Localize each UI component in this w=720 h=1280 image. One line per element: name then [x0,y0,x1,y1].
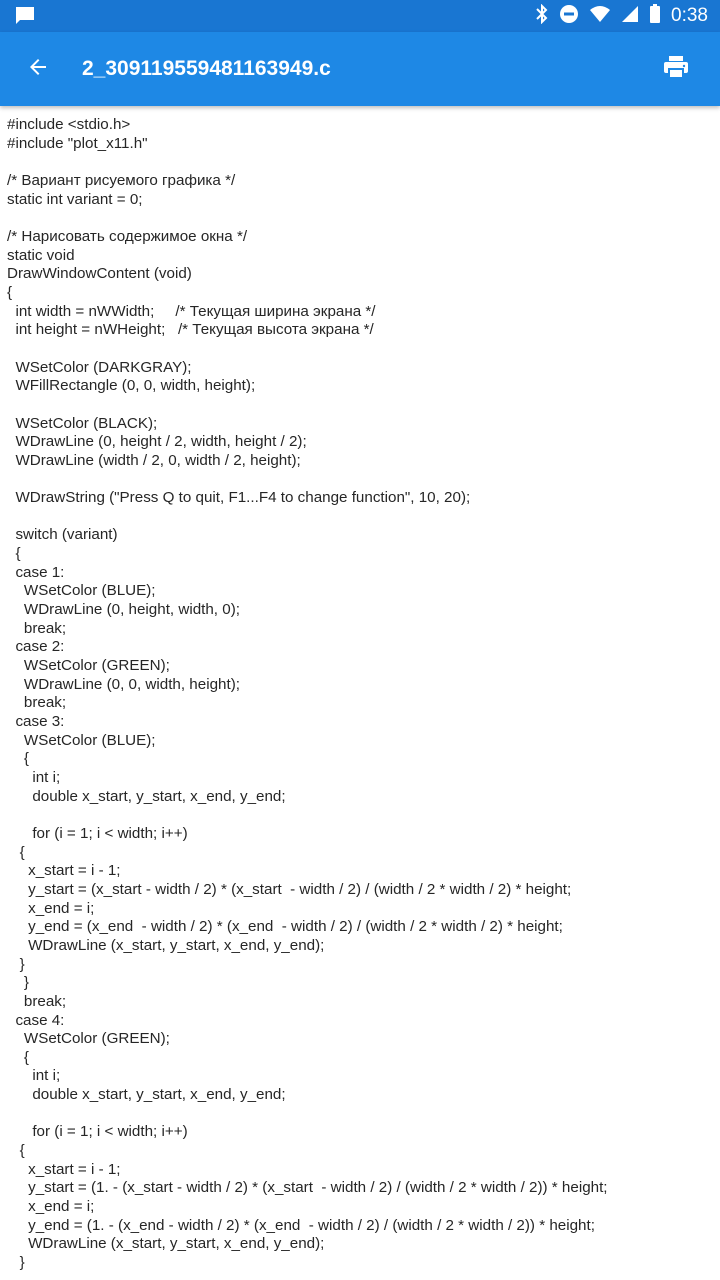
code-line: WDrawString ("Press Q to quit, F1...F4 to change function", 10, 20); [7,489,471,507]
code-line [7,470,717,489]
code-line: case 4: [7,1011,65,1029]
code-line: WSetColor (BLUE); [7,731,156,749]
code-line: } [7,974,29,992]
code-line: y_end = (1. - (x_end - width / 2) * (x_end - width / 2) / (width / 2 * width / 2)) * height; [7,1216,595,1234]
code-line: static void [7,246,75,264]
code-line: { [7,545,21,563]
code-line: case 1: [7,563,65,581]
code-line: int height = nWHeight; /* Текущая высота экрана */ [7,321,374,339]
code-line: WSetColor (DARKGRAY); [7,358,192,376]
app-toolbar [0,32,720,106]
code-line: } [7,1254,25,1272]
arrow-back-icon [26,55,50,84]
code-line: case 3: [7,713,65,730]
code-line: double x_start, y_start, x_end, y_end; [7,787,286,805]
code-line: { [7,1048,29,1066]
code-line: int width = nWWidth; /* Текущая ширина экрана */ [7,302,376,320]
code-line: y_start = (1. - (x_start - width / 2) * (x_start - width / 2) / (width / 2 * width / 2)) * height; [7,1179,608,1197]
cell-signal-icon [621,5,639,28]
status-icons [535,0,708,32]
clock: 0:38 [671,5,708,26]
battery-icon [649,4,661,29]
code-line: WSetColor (BLUE); [7,582,156,600]
code-line: case 2: [7,638,65,656]
code-line: WSetColor (GREEN); [7,1030,170,1048]
code-line: #include <stdio.h> [7,116,131,133]
code-line [7,806,717,825]
do-not-disturb-icon [559,4,579,29]
code-line: x_end = i; [7,899,95,917]
code-line: y_end = (x_end - width / 2) * (x_end - width / 2) / (width / 2 * width / 2) * height; [7,918,563,936]
code-line: double x_start, y_start, x_end, y_end; [7,1086,286,1104]
code-line: static int variant = 0; [7,190,143,208]
code-line: #include "plot_x11.h" [7,134,148,152]
print-button[interactable] [652,45,700,93]
code-line: x_end = i; [7,1198,95,1216]
code-line: for (i = 1; i < width; i++) [7,1123,188,1141]
code-line: switch (variant) [7,526,118,544]
code-line: { [7,283,13,301]
code-line: int i; [7,768,61,786]
code-line: y_start = (x_start - width / 2) * (x_start - width / 2) / (width / 2 * width / 2) * height; [7,880,572,898]
code-line: int i; [7,1067,61,1085]
code-line: WSetColor (BLACK); [7,414,158,432]
code-line: WDrawLine (0, 0, width, height); [7,675,240,693]
code-line: for (i = 1; i < width; i++) [7,824,188,842]
code-view[interactable] [7,116,717,1273]
code-line: break; [7,694,67,712]
code-line: WDrawLine (x_start, y_start, x_end, y_end); [7,936,325,954]
code-line [7,508,717,527]
back-button[interactable] [14,45,62,93]
chat-notification-icon [14,6,36,31]
code-line: WDrawLine (x_start, y_start, x_end, y_end); [7,1235,325,1253]
code-line: x_start = i - 1; [7,862,121,880]
code-line [7,1105,717,1124]
code-line: } [7,955,25,973]
code-line: { [7,1142,25,1160]
code-line [7,396,717,415]
code-line: break; [7,619,67,637]
code-line: DrawWindowContent (void) [7,265,192,283]
code-line: WDrawLine (0, height, width, 0); [7,601,240,619]
code-line: /* Вариант рисуемого графика */ [7,171,236,189]
code-line: x_start = i - 1; [7,1160,121,1178]
code-line: break; [7,992,67,1010]
wifi-icon [589,5,611,28]
code-line: { [7,843,25,861]
code-line: WSetColor (GREEN); [7,657,170,675]
code-line: WDrawLine (0, height / 2, width, height / 2); [7,433,307,451]
code-line: WFillRectangle (0, 0, width, height); [7,377,256,395]
file-title: 2_30911955948116394​9.c [82,57,331,80]
code-line: { [7,750,29,768]
status-bar [0,0,720,32]
code-line [7,340,717,359]
print-icon [663,55,689,84]
code-line [7,209,717,228]
code-line: WDrawLine (width / 2, 0, width / 2, height); [7,451,301,469]
code-line [7,153,717,172]
code-line: /* Нарисовать содержимое окна */ [7,227,248,245]
bluetooth-icon [535,4,549,29]
